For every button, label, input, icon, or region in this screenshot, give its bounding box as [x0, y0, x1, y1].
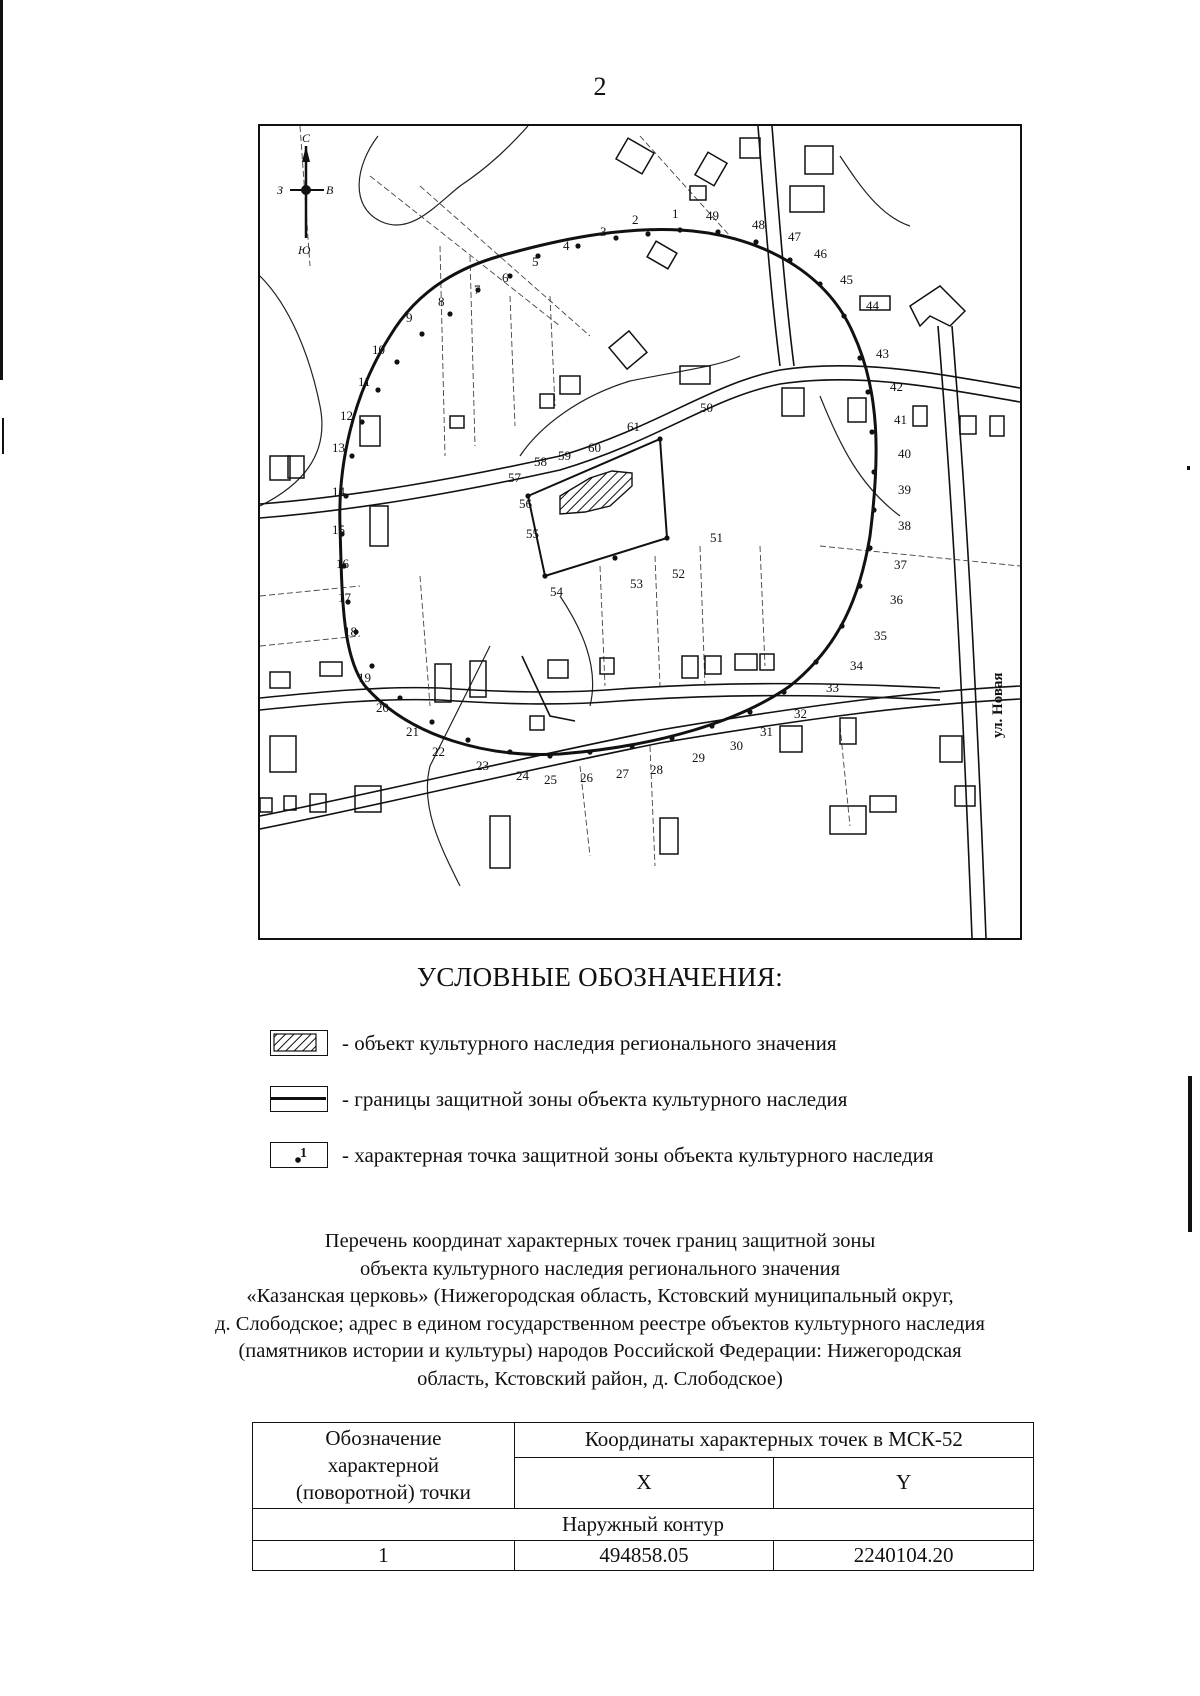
point-symbol — [270, 1142, 328, 1168]
point-label: 44 — [866, 298, 879, 313]
boundary-point — [547, 753, 552, 758]
caption-line: (памятников истории и культуры) народов Российской Федерации: Нижегородская — [238, 1340, 962, 1362]
point-label: 42 — [890, 379, 903, 394]
point-label: 22 — [432, 744, 445, 759]
point-label: 29 — [692, 750, 705, 765]
caption-line: объекта культурного наследия регионального значения — [359, 1257, 841, 1280]
boundary-point — [419, 331, 424, 336]
point-label: 16 — [336, 556, 349, 571]
boundary-point — [709, 723, 714, 728]
point-label: 56 — [519, 496, 532, 511]
point-label: 50 — [700, 400, 713, 415]
boundary-point — [813, 659, 818, 664]
point-label: 6 — [502, 270, 509, 285]
point-label: 45 — [840, 272, 853, 287]
legend-text-point: - характерная точка защитной зоны объекта культурного наследия — [342, 1142, 934, 1167]
boundary-point — [447, 311, 452, 316]
boundary-point — [359, 419, 364, 424]
point-label: 55 — [526, 526, 539, 541]
point-label: 2 — [632, 212, 639, 227]
boundary-point — [429, 719, 434, 724]
coordinates-table — [252, 1422, 1034, 1571]
point-label: 9 — [406, 310, 413, 325]
point-label: 58 — [534, 454, 547, 469]
boundary-point — [613, 235, 618, 240]
point-label: 25 — [544, 772, 557, 787]
boundary-point — [645, 231, 650, 236]
boundary-point — [542, 573, 547, 578]
boundary-point — [664, 535, 669, 540]
point-number-cell: 1 — [253, 1541, 515, 1571]
boundary-point — [869, 429, 874, 434]
boundary-point — [394, 359, 399, 364]
boundary-point — [841, 313, 846, 318]
point-label: 31 — [760, 724, 773, 739]
buildings — [260, 138, 1004, 868]
boundary-point — [507, 749, 512, 754]
x-coordinate-cell: 494858.05 — [514, 1541, 774, 1571]
boundary-point — [375, 387, 380, 392]
boundary-point — [839, 623, 844, 628]
y-coordinate-cell: 2240104.20 — [774, 1541, 1034, 1571]
boundary-point — [629, 743, 634, 748]
boundary-point — [575, 243, 580, 248]
point-label: 51 — [710, 530, 723, 545]
point-label: 5 — [532, 254, 539, 269]
point-symbol-label: 1 — [300, 1146, 307, 1161]
legend-item-point — [270, 1138, 934, 1172]
point-label: 59 — [558, 448, 571, 463]
site-map — [258, 124, 1022, 940]
legend-title: УСЛОВНЫЕ ОБОЗНАЧЕНИЯ: — [416, 962, 784, 992]
point-label: 46 — [814, 246, 827, 261]
boundary-point — [871, 507, 876, 512]
point-label: 61 — [627, 419, 640, 434]
boundary-point — [369, 663, 374, 668]
boundary-point — [612, 555, 617, 560]
boundary-point — [753, 239, 758, 244]
point-label: 19 — [358, 670, 371, 685]
point-label: 10 — [372, 342, 385, 357]
point-label: 27 — [616, 766, 629, 781]
point-label: 41 — [894, 412, 907, 427]
boundary-point — [781, 689, 786, 694]
boundary-point — [747, 709, 752, 714]
point-label: 52 — [672, 566, 685, 581]
point-designation-header: Обозначение характерной (поворотной) точки — [253, 1423, 515, 1509]
boundary-point — [857, 583, 862, 588]
page-number: 2 — [593, 72, 607, 101]
point-label: 23 — [476, 758, 489, 773]
boundary-point — [657, 436, 662, 441]
x-header: X — [514, 1457, 774, 1508]
compass-east-label: В — [326, 183, 334, 197]
point-label: 48 — [752, 217, 765, 232]
boundary-point — [715, 229, 720, 234]
point-label: 12 — [340, 408, 353, 423]
coordinates-caption — [150, 1228, 1050, 1393]
point-label: 8 — [438, 294, 445, 309]
point-label: 20 — [376, 700, 389, 715]
compass-rose — [277, 131, 334, 257]
point-label: 49 — [706, 208, 719, 223]
boundary-point — [669, 735, 674, 740]
point-label: 54 — [550, 584, 563, 599]
point-label: 38 — [898, 518, 911, 533]
caption-line: д. Слободское; адрес в едином государственном реестре объектов культурного наследия — [215, 1312, 985, 1335]
point-label: 28 — [650, 762, 663, 777]
point-label: 21 — [406, 724, 419, 739]
boundary-point — [677, 227, 682, 232]
point-label: 26 — [580, 770, 593, 785]
scan-edge-mark — [1188, 1076, 1192, 1232]
scan-edge-mark — [0, 0, 3, 380]
legend-item-boundary — [270, 1082, 847, 1116]
section-label: Наружный контур — [253, 1509, 1034, 1541]
point-label: 14 — [332, 484, 345, 499]
point-label: 24 — [516, 768, 529, 783]
point-label: 47 — [788, 229, 801, 244]
point-label: 17 — [338, 590, 351, 605]
legend-text-heritage-object: - объект культурного наследия регионального значения — [342, 1030, 837, 1055]
caption-line: «Казанская церковь» (Нижегородская область, Кстовский муниципальный округ, — [246, 1285, 954, 1307]
point-label: 60 — [588, 440, 601, 455]
hatched-object-symbol — [270, 1030, 328, 1056]
point-label: 7 — [474, 282, 481, 297]
compass-north-label: С — [302, 131, 311, 145]
table-row — [253, 1541, 1034, 1571]
boundary-point — [587, 749, 592, 754]
point-label: 57 — [508, 470, 521, 485]
y-header: Y — [774, 1457, 1034, 1508]
caption-line: Перечень координат характерных точек границ защитной зоны — [324, 1230, 876, 1252]
point-label: 15 — [332, 522, 345, 537]
boundary-line-symbol — [270, 1086, 328, 1112]
point-label: 34 — [850, 658, 863, 673]
coordinates-group-header: Координаты характерных точек в МСК-52 — [514, 1423, 1033, 1458]
point-label: 13 — [332, 440, 345, 455]
boundary-point — [787, 257, 792, 262]
point-label: 18 — [344, 624, 357, 639]
compass-south-label: Ю — [298, 243, 311, 257]
point-label: 1 — [672, 206, 679, 221]
point-label: 3 — [600, 224, 607, 239]
boundary-point — [867, 545, 872, 550]
scan-edge-mark — [2, 418, 4, 454]
point-label: 36 — [890, 592, 903, 607]
boundary-point — [465, 737, 470, 742]
point-label: 11 — [358, 374, 371, 389]
legend-text-boundary: - границы защитной зоны объекта культурного наследия — [342, 1086, 848, 1111]
point-label: 32 — [794, 706, 807, 721]
point-label: 39 — [898, 482, 911, 497]
point-label: 43 — [876, 346, 889, 361]
legend-item-heritage-object — [270, 1026, 836, 1060]
point-label: 40 — [898, 446, 911, 461]
street-label: ул. Новая — [990, 672, 1006, 738]
boundary-point — [865, 389, 870, 394]
point-label: 4 — [563, 238, 570, 253]
caption-line: область, Кстовский район, д. Слободское) — [417, 1367, 783, 1390]
boundary-point — [871, 469, 876, 474]
point-label: 53 — [630, 576, 643, 591]
point-label: 30 — [730, 738, 743, 753]
compass-west-label: З — [277, 183, 283, 197]
boundary-point — [349, 453, 354, 458]
boundary-point — [397, 695, 402, 700]
boundary-point — [857, 355, 862, 360]
point-label: 37 — [894, 557, 907, 572]
scan-edge-mark — [1187, 466, 1190, 470]
point-label: 33 — [826, 680, 839, 695]
point-label: 35 — [874, 628, 887, 643]
boundary-point — [817, 281, 822, 286]
